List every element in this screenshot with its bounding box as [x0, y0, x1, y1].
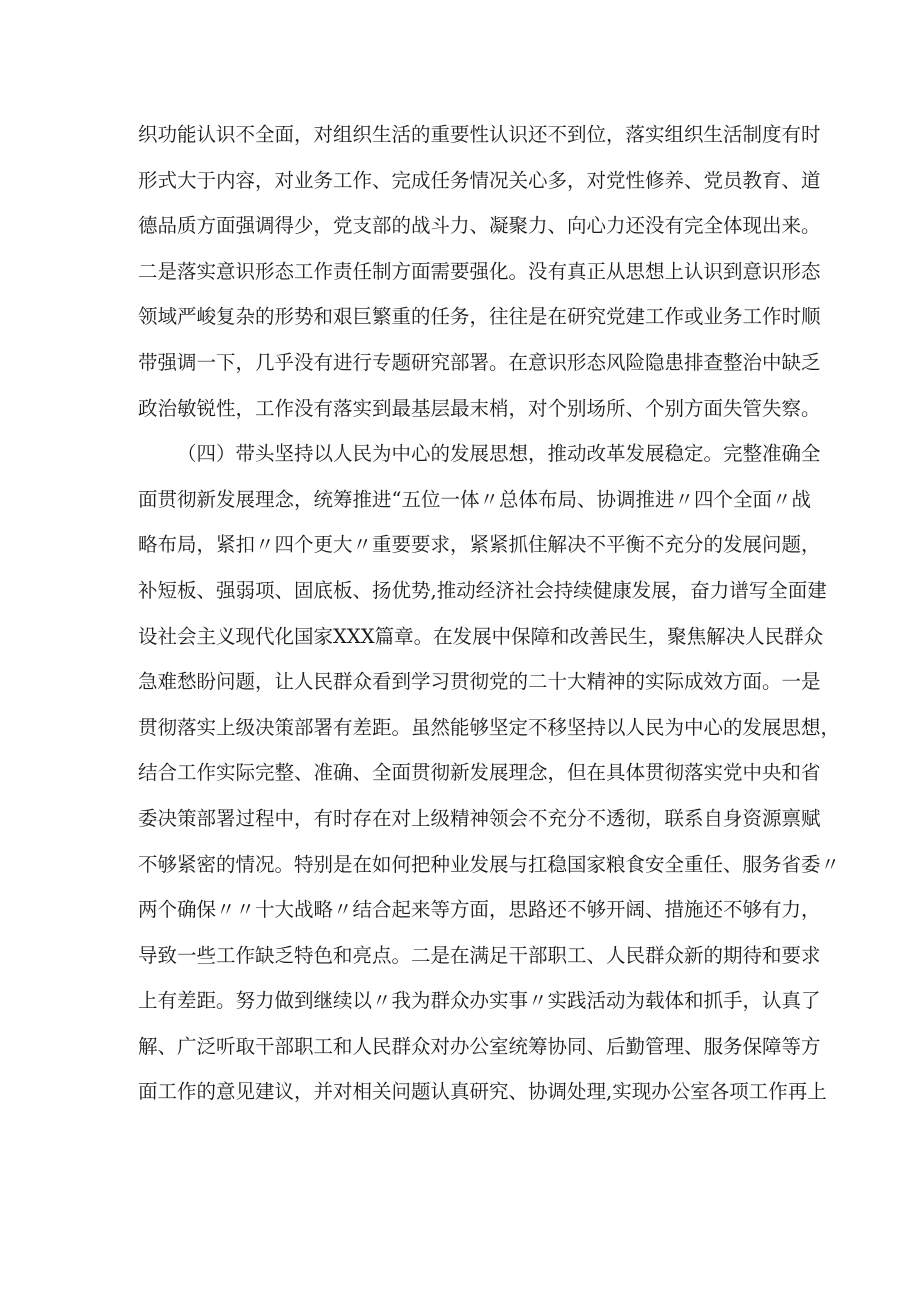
text-line: 解、广泛听取干部职工和人民群众对办公室统筹协同、后勤管理、服务保障等方 — [138, 1034, 821, 1058]
text-line: 设社会主义现代化国家XXX篇章。在发展中保障和改善民生，聚焦解决人民群众 — [138, 624, 824, 648]
section-heading-line: （四）带头坚持以人民为中心的发展思想，推动改革发展稳定。完整准确全 — [177, 442, 821, 466]
text-line: 织功能认识不全面，对组织生活的重要性认识还不到位，落实组织生活制度有时 — [138, 123, 821, 146]
document-body — [138, 112, 841, 1115]
text-line: 略布局，紧扣〃四个更大〃重要要求，紧紧抓住解决不平衡不充分的发展问题， — [138, 533, 821, 557]
text-line: 委决策部署过程中，有时存在对上级精神领会不充分不透彻，联系自身资源禀赋 — [138, 806, 821, 830]
text-line: 政治敏锐性，工作没有落实到最基层最末梢，对个别场所、个别方面失管失察。 — [138, 396, 821, 420]
text-line: 两个确保〃〃十大战略〃结合起来等方面，思路还不够开阔、措施还不够有力， — [138, 898, 821, 922]
text-line: 形式大于内容，对业务工作、完成任务情况关心多，对党性修养、党员教育、道 — [138, 168, 821, 192]
text-line: 德品质方面强调得少，党支部的战斗力、凝聚力、向心力还没有完全体现出来。 — [138, 214, 821, 238]
text-line: 急难愁盼问题，让人民群众看到学习贯彻党的二十大精神的实际成效方面。一是 — [138, 670, 821, 694]
text-line: 上有差距。努力做到继续以〃我为群众办实事〃实践活动为载体和抓手，认真了 — [138, 989, 821, 1013]
text-line: 贯彻落实上级决策部署有差距。虽然能够坚定不移坚持以人民为中心的发展思想， — [138, 715, 841, 739]
text-line: 补短板、强弱项、固底板、扬优势,推动经济社会持续健康发展，奋力谱写全面建 — [138, 578, 827, 602]
text-line: 领域严峻复杂的形势和艰巨繁重的任务，往往是在研究党建工作或业务工作时顺 — [138, 305, 821, 329]
text-line: 导致一些工作缺乏特色和亮点。二是在满足干部职工、人民群众新的期待和要求 — [138, 943, 821, 967]
text-line: 带强调一下，几乎没有进行专题研究部署。在意识形态风险隐患排查整治中缺乏 — [138, 350, 821, 374]
text-line: 面贯彻新发展理念，统筹推进“五位一体〃总体布局、协调推进〃四个全面〃战 — [138, 487, 811, 511]
text-line: 二是落实意识形态工作责任制方面需要强化。没有真正从思想上认识到意识形态 — [138, 259, 821, 283]
text-line: 面工作的意见建议，并对相关问题认真研究、协调处理,实现办公室各项工作再上 — [138, 1080, 827, 1104]
text-line: 不够紧密的情况。特别是在如何把种业发展与扛稳国家粮食安全重任、服务省委〃 — [138, 852, 841, 876]
text-line: 结合工作实际完整、准确、全面贯彻新发展理念，但在具体贯彻落实党中央和省 — [138, 761, 821, 785]
